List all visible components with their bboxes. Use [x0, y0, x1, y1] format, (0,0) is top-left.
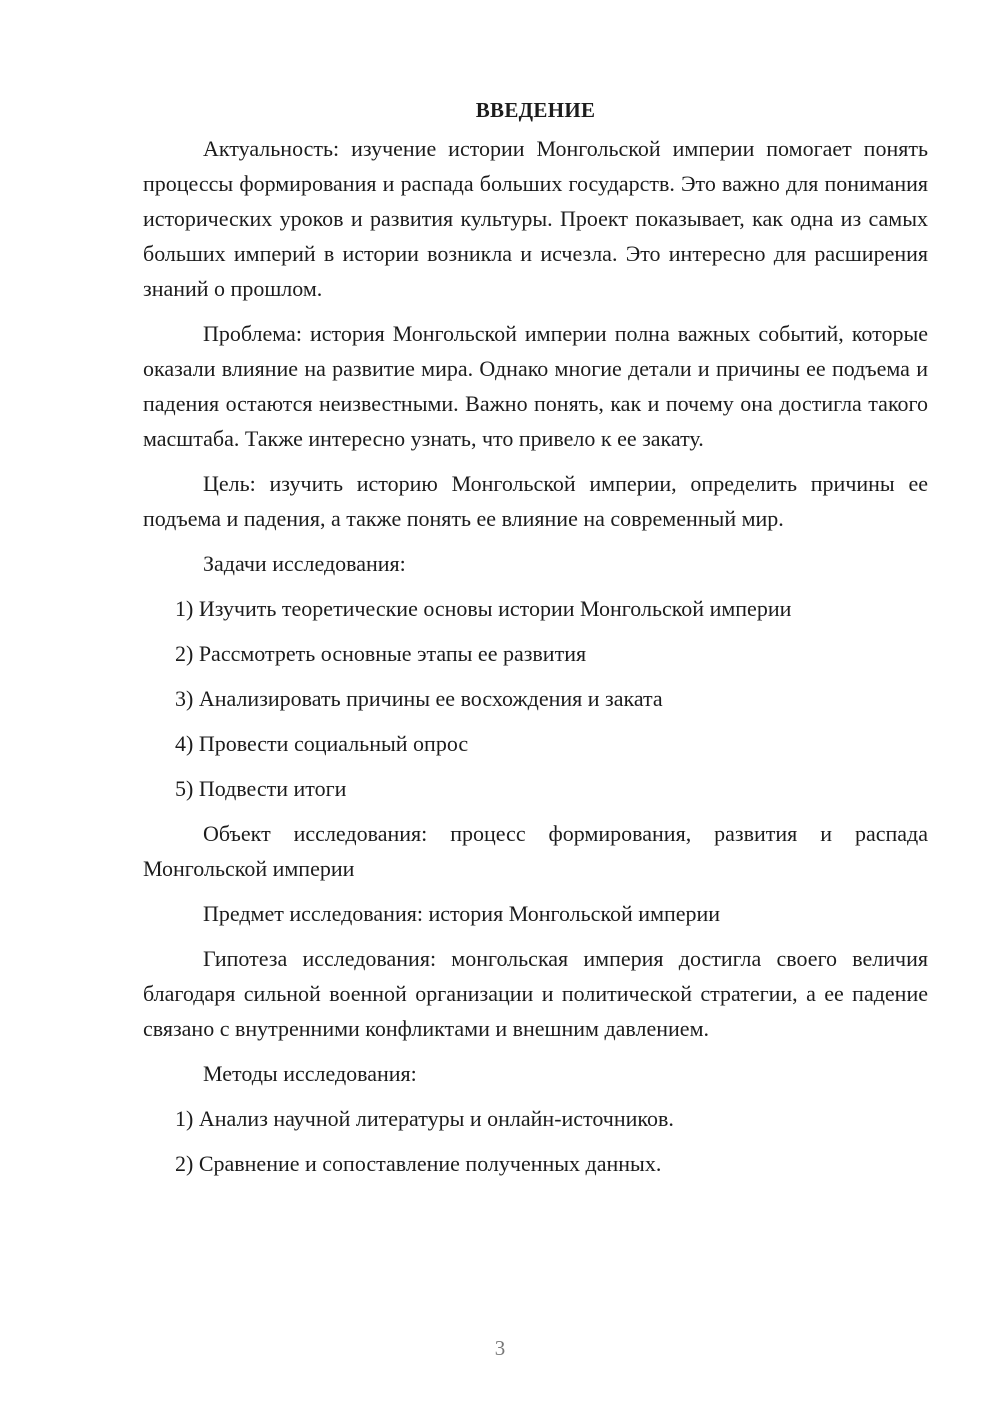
hypothesis-paragraph: Гипотеза исследования: монгольская империя достигла своего величия благодаря сильной военной организации и политической стратегии, а ее падение связано с внутренними конфликтами и внешним давлением.: [143, 946, 928, 1041]
list-item: 3) Анализировать причины ее восхождения и заката: [175, 686, 663, 711]
object-paragraph: Объект исследования: процесс формирования, развития и распада Монгольской империи: [143, 821, 928, 881]
methods-heading: Методы исследования:: [203, 1061, 417, 1086]
list-item: 2) Сравнение и сопоставление полученных данных.: [175, 1151, 662, 1176]
relevance-paragraph: Актуальность: изучение истории Монгольской империи помогает понять процессы формирования и распада больших государств. Это важно для понимания исторических уроков и развития культуры. Проект показывает, как одна из самых больших империй в истории возникла и исчезла. Это интересно для расширения знаний о прошлом.: [143, 136, 928, 301]
list-item: 1) Анализ научной литературы и онлайн-источников.: [175, 1106, 674, 1131]
list-item: 5) Подвести итоги: [175, 776, 347, 801]
methods-list: [143, 1101, 928, 1181]
tasks-heading: Задачи исследования:: [203, 551, 406, 576]
list-item: 1) Изучить теоретические основы истории Монгольской империи: [175, 596, 792, 621]
section-title: ВВЕДЕНИЕ: [475, 98, 596, 122]
subject-paragraph: Предмет исследования: история Монгольской империи: [203, 901, 721, 926]
problem-paragraph: Проблема: история Монгольской империи полна важных событий, которые оказали влияние на развитие мира. Однако многие детали и причины ее подъема и падения остаются неизвестными. Важно понять, как и почему она достигла такого масштаба. Также интересно узнать, что привело к ее закату.: [143, 321, 928, 451]
tasks-list: [143, 591, 928, 806]
goal-paragraph: Цель: изучить историю Монгольской империи, определить причины ее подъема и падения, а также понять ее влияние на современный мир.: [143, 471, 928, 531]
list-item: 2) Рассмотреть основные этапы ее развития: [175, 641, 587, 666]
document-page: [143, 93, 928, 1191]
page-number: 3: [494, 1336, 506, 1360]
list-item: 4) Провести социальный опрос: [175, 731, 469, 756]
